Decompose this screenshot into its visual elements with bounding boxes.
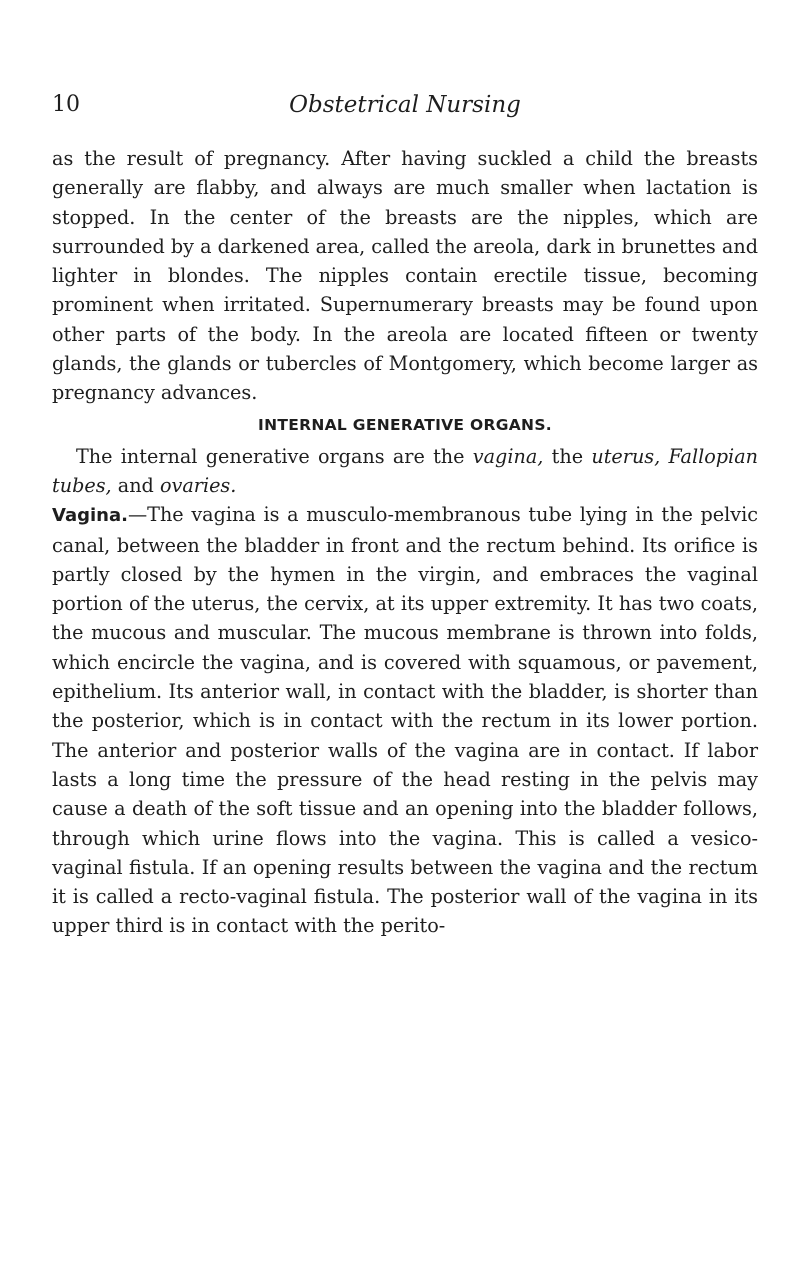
page-number: 10 — [52, 92, 80, 117]
vagina-description: —The vagina is a musculo-membranous tube lying in the pelvic canal, between the bladder in front and the rectum behind. Its orifice is partly closed by the hymen in the virgin, and embraces the vaginal portion of the uterus, the cervix, at its upper extremity. It has two coats, the mucous and muscular. The mucous membrane is thrown into folds, which encircle the vagina, and is covered with squamous, or pavement, epithelium. Its anterior wall, in contact with the bladder, is shorter than the posterior, which is in contact with the rectum in its lower portion. The anterior and posterior walls of the vagina are in contact. If labor lasts a long time the pressure of the head resting in the pelvis may cause a death of the soft tissue and an opening into the bladder follows, through which urine flows into the vagina. This is called a vesico-vaginal fistula. If an opening results between the vagina and the rectum it is called a recto-vaginal fistula. The posterior wall of the vagina in its upper third is in contact with the perito- — [52, 503, 758, 938]
paragraph-breasts: as the result of pregnancy. After having suckled a child the breasts generally are flabby, and always are much smaller when lactation is stopped. In the center of the breasts are the nipples, which are surrounded by a darkened area, called the areola, dark in brunettes and lighter in blondes. The nipples contain erectile tissue, becoming prominent when irritated. Supernumerary breasts may be found upon other parts of the body. In the areola are located fifteen or twenty glands, the glands or tubercles of Montgomery, which become larger as pregnancy advances. — [52, 147, 758, 405]
internal-organs-sep-1: the — [543, 444, 592, 468]
page-header — [52, 92, 758, 132]
run-in-heading-vagina: Vagina. — [52, 505, 128, 527]
internal-organs-lead: The internal generative organs are the — [76, 444, 473, 468]
paragraph-vagina — [52, 500, 758, 940]
running-title: Obstetrical Nursing — [289, 92, 521, 118]
internal-organs-sep-2: and — [111, 473, 160, 497]
term-uterus-tubes: uterus, Fallopian tubes, — [52, 444, 758, 497]
paragraph-internal-organs — [52, 442, 758, 501]
section-heading: INTERNAL GENERATIVE ORGANS. — [258, 415, 552, 434]
body-text — [52, 144, 758, 941]
term-vagina: vagina, — [472, 444, 544, 468]
term-ovaries: ovaries. — [159, 473, 237, 497]
